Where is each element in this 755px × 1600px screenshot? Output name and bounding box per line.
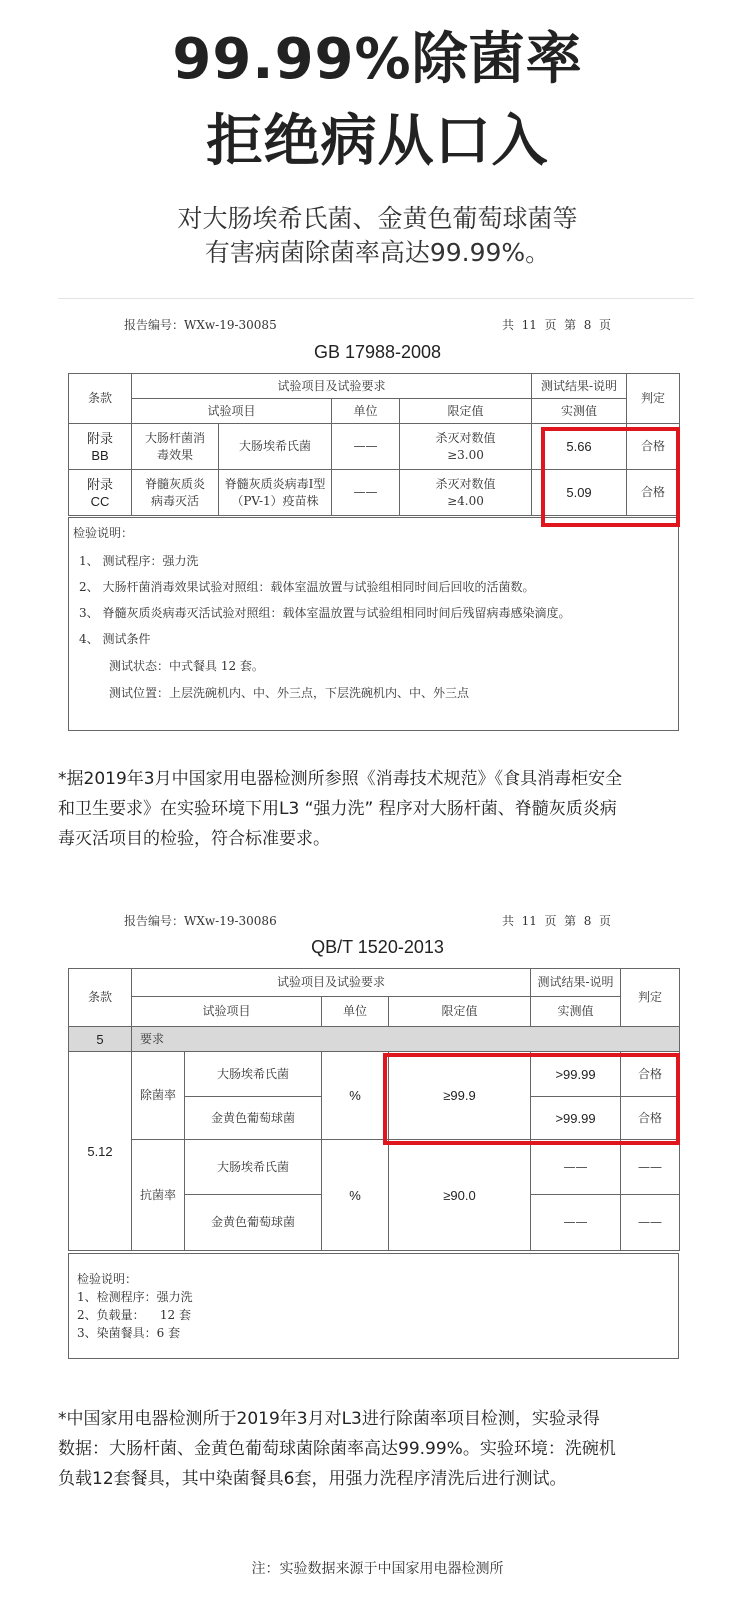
report1-standard: GB 17988-2008 [313, 342, 442, 362]
header-item: 试验项目 [132, 997, 322, 1027]
row-clause: 5.12 [69, 1052, 132, 1251]
caption-line: 毒灭活项目的检验，符合标准要求。 [58, 829, 330, 849]
notes-line: 4、 测试条件 [79, 632, 151, 646]
header-limit: 限定值 [400, 399, 532, 424]
header-verdict: 判定 [621, 969, 680, 1027]
headline-line-2: 拒绝病从口入 [206, 109, 549, 174]
row-unit: —— [332, 424, 400, 470]
section-clause: 5 [69, 1027, 132, 1052]
section-label: 要求 [132, 1027, 680, 1052]
report2-page: 共 11 页 第 8 页 [502, 914, 612, 928]
row-measured: >99.99 [531, 1097, 621, 1140]
row-verdict: 合格 [627, 470, 680, 516]
row-measured: —— [531, 1140, 621, 1195]
group-name: 抗菌率 [132, 1140, 185, 1251]
highlight-box [383, 1053, 680, 1145]
header-items-group: 试验项目及试验要求 [132, 969, 531, 997]
caption-1 [58, 764, 708, 854]
row-item: 金黄色葡萄球菌 [185, 1195, 322, 1251]
row-unit: —— [332, 470, 400, 516]
row-item: 脊髓灰质炎病毒Ⅰ型 （PV-1）疫苗株 [219, 470, 332, 516]
notes-line: 3、 脊髓灰质炎病毒灭活试验对照组：载体室温放置与试验组相同时间后残留病毒感染滴度。 [79, 606, 571, 620]
highlight-box [541, 427, 680, 527]
row-item: 大肠埃希氏菌 [185, 1140, 322, 1195]
notes-line: 1、检测程序：强力洗 [77, 1290, 193, 1304]
report2-notes [68, 1253, 679, 1359]
row-category: 脊髓灰质炎 病毒灭活 [132, 470, 219, 516]
header-measured: 实测值 [532, 399, 627, 424]
notes-line: 测试状态：中式餐具 12 套。 [109, 659, 264, 673]
notes-line: 1、 测试程序：强力洗 [79, 554, 199, 568]
row-measured: 5.09 [532, 470, 627, 516]
group-unit: % [322, 1052, 389, 1140]
report1-page: 共 11 页 第 8 页 [502, 318, 612, 332]
header-limit: 限定值 [389, 997, 531, 1027]
row-item: 大肠埃希氏菌 [185, 1052, 322, 1097]
row-verdict: —— [621, 1195, 680, 1251]
row-limit: 杀灭对数值 ≥3.00 [400, 424, 532, 470]
row-item: 大肠埃希氏菌 [219, 424, 332, 470]
header-items-group: 试验项目及试验要求 [132, 374, 532, 399]
row-verdict: 合格 [627, 424, 680, 470]
report1-number: 报告编号：WXw-19-30085 [124, 318, 277, 332]
group-name: 除菌率 [132, 1052, 185, 1140]
source-note: 注：实验数据来源于中国家用电器检测所 [251, 1561, 504, 1577]
notes-line: 2、负载量： 12 套 [77, 1308, 191, 1322]
group-unit: % [322, 1140, 389, 1251]
caption-line: *据2019年3月中国家用电器检测所参照《消毒技术规范》《食具消毒柜安全 [58, 769, 623, 789]
header-unit: 单位 [332, 399, 400, 424]
header-verdict: 判定 [627, 374, 680, 424]
group-limit: ≥90.0 [389, 1140, 531, 1251]
row-limit: 杀灭对数值 ≥4.00 [400, 470, 532, 516]
header-result-group: 测试结果-说明 [532, 374, 627, 399]
row-measured: —— [531, 1195, 621, 1251]
row-measured: 5.66 [532, 424, 627, 470]
report2-standard: QB/T 1520-2013 [311, 937, 444, 957]
section-row [69, 1027, 680, 1052]
headline-line-1: 99.99%除菌率 [172, 27, 583, 92]
row-clause: 附录 CC [69, 470, 132, 516]
notes-line: 3、染菌餐具：6 套 [77, 1326, 181, 1340]
notes-heading: 检验说明： [77, 1272, 138, 1286]
subhead-line-2: 有害病菌除菌率高达99.99%。 [204, 238, 551, 267]
header-clause: 条款 [69, 969, 132, 1027]
row-item: 金黄色葡萄球菌 [185, 1097, 322, 1140]
caption-line: *中国家用电器检测所于2019年3月对L3进行除菌率项目检测，实验录得 [58, 1409, 600, 1429]
table-row [69, 1140, 680, 1195]
row-verdict: —— [621, 1140, 680, 1195]
section-divider [58, 298, 694, 299]
group-limit: ≥99.9 [389, 1052, 531, 1140]
row-verdict: 合格 [621, 1052, 680, 1097]
caption-line: 负载12套餐具，其中染菌餐具6套，用强力洗程序清洗后进行测试。 [58, 1469, 567, 1489]
notes-line: 2、 大肠杆菌消毒效果试验对照组：载体室温放置与试验组相同时间后回收的活菌数。 [79, 580, 535, 594]
notes-line: 测试位置：上层洗碗机内、中、外三点，下层洗碗机内、中、外三点 [109, 686, 470, 700]
header-item: 试验项目 [132, 399, 332, 424]
row-measured: >99.99 [531, 1052, 621, 1097]
report1-notes [68, 517, 679, 731]
row-category: 大肠杆菌消 毒效果 [132, 424, 219, 470]
notes-heading: 检验说明： [73, 526, 134, 540]
header-result-group: 测试结果-说明 [531, 969, 621, 997]
caption-line: 数据：大肠杆菌、金黄色葡萄球菌除菌率高达99.99%。实验环境：洗碗机 [58, 1439, 616, 1459]
row-clause: 附录 BB [69, 424, 132, 470]
caption-line: 和卫生要求》在实验环境下用L3 “强力洗” 程序对大肠杆菌、脊髓灰质炎病 [58, 799, 617, 819]
row-verdict: 合格 [621, 1097, 680, 1140]
report2-number: 报告编号：WXw-19-30086 [124, 914, 277, 928]
header-unit: 单位 [322, 997, 389, 1027]
header-measured: 实测值 [531, 997, 621, 1027]
subhead-line-1: 对大肠埃希氏菌、金黄色葡萄球菌等 [177, 204, 578, 233]
caption-2 [58, 1404, 708, 1494]
header-clause: 条款 [69, 374, 132, 424]
